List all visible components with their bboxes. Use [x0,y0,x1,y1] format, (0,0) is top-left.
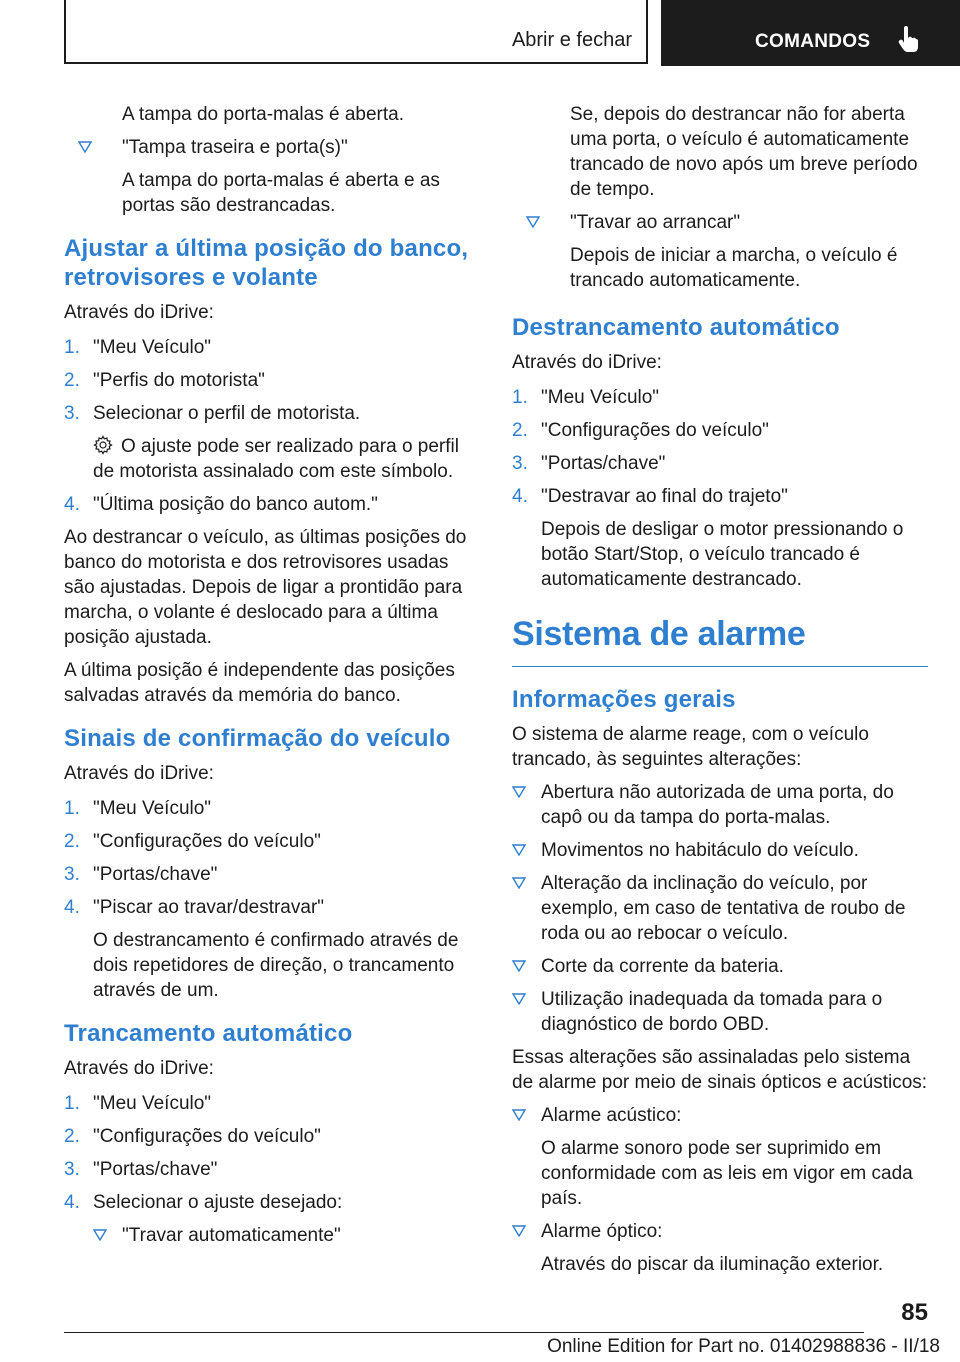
step-text: "Última posição do banco autom." [93,494,378,515]
triangle-bullet-icon [512,1225,526,1237]
triangle-bullet-icon [512,993,526,1005]
numbered-step [64,401,476,426]
chapter-heading-alarm: Sistema de alarme [512,615,806,653]
step-text: "Meu Veículo" [93,1093,212,1114]
numbered-step [512,418,928,443]
alarm-bullet-text: Movimentos no habitáculo do veículo. [541,840,859,861]
step-text: "Portas/chave" [541,453,666,474]
alarm-type-bullet [512,1219,928,1244]
profile-note [93,434,476,484]
step-text: "Meu Veículo" [93,798,212,819]
step-text: "Portas/chave" [93,1159,218,1180]
step-number: 3. [64,1159,80,1180]
section-heading-general: Informações gerais [512,686,736,713]
step-number: 4. [64,1192,80,1213]
step-number: 2. [512,420,528,441]
triangle-bullet-icon [526,216,540,228]
triangle-bullet-icon [512,877,526,889]
numbered-step [64,1091,476,1116]
numbered-step [64,368,476,393]
step-text: "Configurações do veículo" [93,1126,321,1147]
optical-description: Através do piscar da iluminação exterior. [541,1254,884,1275]
step-text: "Portas/chave" [93,864,218,885]
profile-note-text: O ajuste pode ser realizado para o perfil de motorista assinalado com este símbolo. [93,436,459,482]
step-text: "Destravar ao final do trajeto" [541,486,788,507]
bullet-label: "Travar ao arrancar" [570,212,741,233]
alarm-bullet [512,871,928,946]
numbered-step [64,1124,476,1149]
numbered-step [64,1190,476,1215]
step-text: "Meu Veículo" [541,387,660,408]
triangle-bullet-icon [93,1229,107,1241]
numbered-step [64,796,476,821]
step-text: "Configurações do veículo" [541,420,769,441]
numbered-step [64,335,476,360]
step-number: 3. [64,864,80,885]
step-number: 2. [64,831,80,852]
section-heading-autolock: Trancamento automático [64,1020,353,1047]
alarm-type-label: Alarme óptico: [541,1221,663,1242]
numbered-step [64,829,476,854]
general-paragraph: O sistema de alarme reage, com o veículo trancado, às seguintes alterações: [512,724,869,770]
sub-bullet-item [64,1223,476,1248]
alarm-bullet [512,838,928,863]
numbered-step [512,385,928,410]
section-heading-autounlock: Destrancamento automático [512,314,840,341]
triangle-bullet-icon [512,844,526,856]
seat-paragraph-2: A última posição é independente das posições salvadas através da memória do banco. [64,660,455,706]
step-text: Selecionar o perfil de motorista. [93,403,361,424]
footer-divider [64,1332,864,1333]
alarm-bullet [512,954,928,979]
numbered-step [512,484,928,509]
via-idrive-text: Através do iDrive: [512,352,662,373]
bullet-description: A tampa do porta-malas é aberta e as portas são destrancadas. [122,170,440,216]
continued-paragraph: Se, depois do destrancar não for aberta uma porta, o veículo é automaticamente trancado de novo após um breve período de tempo. [570,104,918,200]
triangle-bullet-icon [78,141,92,153]
continued-paragraph: A tampa do porta-malas é aberta. [122,104,404,125]
step-number: 3. [512,453,528,474]
step-number: 4. [64,897,80,918]
gear-icon [93,435,113,455]
section-heading-signals: Sinais de confirmação do veículo [64,725,451,752]
via-idrive-text: Através do iDrive: [64,763,214,784]
numbered-step [64,492,476,517]
alarm-bullet [512,987,928,1037]
alarm-type-label: Alarme acústico: [541,1105,682,1126]
alarm-bullet-text: Abertura não autorizada de uma porta, do capô ou da tampa do porta-malas. [541,782,894,828]
step-number: 4. [512,486,528,507]
left-column [64,102,476,1256]
step-text: "Configurações do veículo" [93,831,321,852]
alarm-bullet-text: Utilização inadequada da tomada para o diagnóstico de bordo OBD. [541,989,883,1035]
triangle-bullet-icon [512,960,526,972]
seat-paragraph-1: Ao destrancar o veículo, as últimas posições do banco do motorista e dos retrovisores usadas são ajustadas. Depois de ligar a prontidão para marcha, o volante é deslocado para a última posição ajustada. [64,527,467,648]
bullet-label: "Tampa traseira e porta(s)" [122,137,348,158]
bullet-description: Depois de iniciar a marcha, o veículo é trancado automaticamente. [570,245,898,291]
bullet-item [64,135,476,160]
step-number: 4. [64,494,80,515]
step-text: "Piscar ao travar/destravar" [93,897,325,918]
step-text: Selecionar o ajuste desejado: [93,1192,343,1213]
header-chapter-title: COMANDOS [755,31,871,52]
triangle-bullet-icon [512,786,526,798]
bullet-item [512,210,928,235]
step-number: 3. [64,403,80,424]
step-text: "Perfis do motorista" [93,370,265,391]
triangle-bullet-icon [512,1109,526,1121]
alarm-type-bullet [512,1103,928,1128]
acoustic-description: O alarme sonoro pode ser suprimido em conformidade com as leis em vigor em cada país. [541,1138,913,1209]
heading-divider [512,666,928,667]
step-number: 1. [64,337,80,358]
numbered-step [512,451,928,476]
step-number: 2. [64,370,80,391]
numbered-step [64,862,476,887]
step-number: 2. [64,1126,80,1147]
header-chapter-tab [661,0,960,66]
step-number: 1. [512,387,528,408]
signals-paragraph: Essas alterações são assinaladas pelo sistema de alarme por meio de sinais ópticos e acústicos: [512,1047,928,1093]
page-number: 85 [901,1299,928,1326]
footer-edition: Online Edition for Part no. 01402988836 - II/18 [547,1336,940,1357]
header-section-box [64,0,648,64]
alarm-bullet-text: Corte da corrente da bateria. [541,956,784,977]
right-column [512,102,928,1285]
numbered-step [64,895,476,920]
alarm-bullet [512,780,928,830]
hand-pointer-icon [897,25,921,53]
step-number: 1. [64,1093,80,1114]
step-number: 1. [64,798,80,819]
step-text: "Meu Veículo" [93,337,212,358]
autounlock-description: Depois de desligar o motor pressionando o botão Start/Stop, o veículo trancado é automaticamente destrancado. [541,519,904,590]
section-heading-seat: Ajustar a última posição do banco, retrovisores e volante [64,235,469,291]
via-idrive-text: Através do iDrive: [64,1058,214,1079]
header-section-title: Abrir e fechar [511,29,632,51]
alarm-bullet-text: Alteração da inclinação do veículo, por exemplo, em caso de tentativa de roubo de roda ou ao rebocar o veículo. [541,873,906,944]
sub-bullet-label: "Travar automaticamente" [122,1225,341,1246]
signal-description: O destrancamento é confirmado através de dois repetidores de direção, o trancamento através de um. [93,930,459,1001]
via-idrive-text: Através do iDrive: [64,302,214,323]
numbered-step [64,1157,476,1182]
